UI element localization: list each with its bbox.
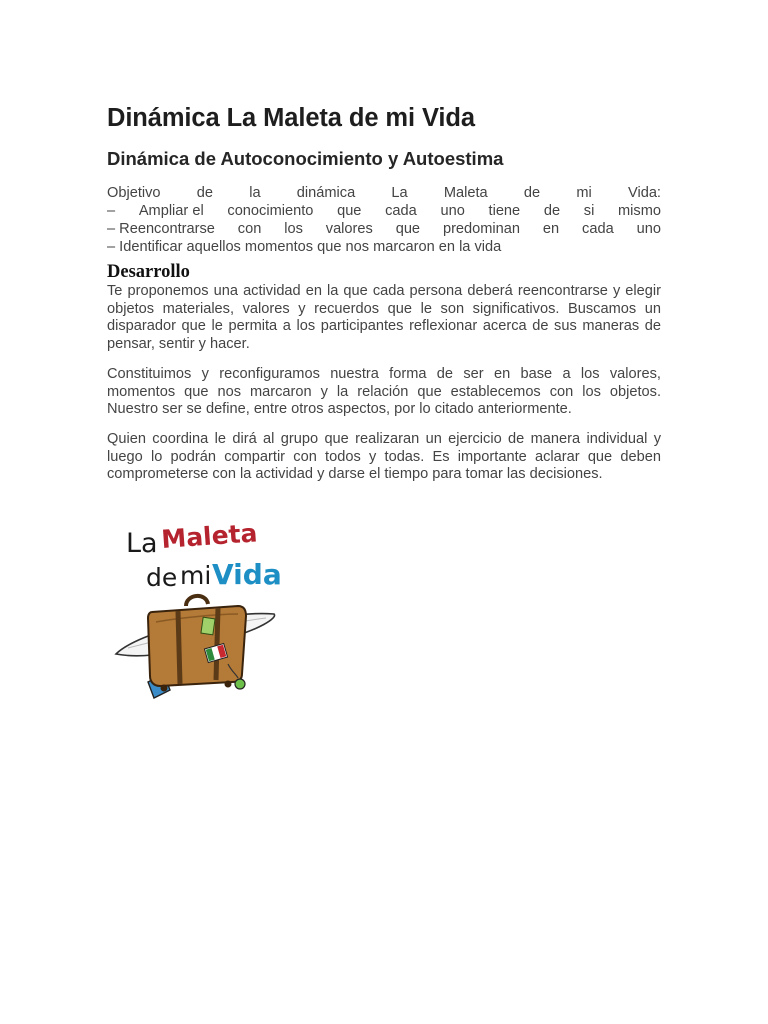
word: los <box>284 221 303 237</box>
paragraph-3: Quien coordina le dirá al grupo que realizaran un ejercicio de manera individual y luego lo podrán compartir con todos y todas. Es importante aclarar que deben comprometerse con la actividad y darse el tiempo para tomar las decisiones. <box>107 430 661 483</box>
paragraph-2: Constituimos y reconfiguramos nuestra forma de ser en base a los valores, momentos que nos marcaron y la relación que establecemos con los objetos. Nuestro ser se define, entre otros aspectos, por lo citado anteriormente. <box>107 365 661 418</box>
tag-circle <box>235 679 245 689</box>
sticker-green <box>201 617 215 635</box>
objective-block <box>107 184 661 256</box>
word: Objetivo <box>107 185 161 201</box>
page-title: Dinámica La Maleta de mi Vida <box>107 104 475 132</box>
word: en <box>542 221 560 237</box>
word: la <box>249 185 261 201</box>
word: si <box>583 203 595 219</box>
logo-word-maleta: Maleta <box>160 518 259 554</box>
word: cada <box>582 221 614 237</box>
document-body <box>107 100 661 484</box>
word: conocimiento <box>227 203 314 219</box>
objective-line-3 <box>107 220 661 238</box>
word: valores <box>325 221 373 237</box>
word: de <box>196 185 213 201</box>
objective-line-1 <box>107 184 661 202</box>
word: que <box>337 203 362 219</box>
la-maleta-de-mi-vida-illustration <box>108 514 288 704</box>
suitcase-body <box>148 606 246 686</box>
word: dinámica <box>296 185 356 201</box>
word: La <box>391 185 408 201</box>
word: uno <box>440 203 465 219</box>
suitcase-foot <box>161 685 168 692</box>
paragraph-1: Te proponemos una actividad en la que cada persona deberá reencontrarse y elegir objetos materiales, valores y recuerdos que le son significativos. Buscamos un disparador que le permita a los participantes reflexionar acerca de sus maneras de pensar, sentir y hacer. <box>107 283 661 353</box>
logo-word-vida: Vida <box>212 558 282 591</box>
word: – <box>107 203 116 219</box>
word: cada <box>385 203 417 219</box>
word: Vida: <box>627 185 661 201</box>
logo-word-la: La <box>126 528 158 559</box>
objective-line-2 <box>107 202 661 220</box>
logo-word-mi: mi <box>180 561 212 590</box>
logo-word-de: de <box>146 563 178 592</box>
suitcase-foot <box>225 681 232 688</box>
word: predominan <box>442 221 521 237</box>
word: que <box>395 221 421 237</box>
word: mi <box>576 185 592 201</box>
suitcase-handle <box>186 596 208 606</box>
word: mismo <box>618 203 661 219</box>
suitcase-strap-right <box>216 608 218 680</box>
word: de <box>543 203 561 219</box>
word: tiene <box>488 203 521 219</box>
word: uno <box>636 221 661 237</box>
word: de <box>523 185 541 201</box>
suitcase-icon <box>108 514 288 704</box>
section-heading: Desarrollo <box>107 262 190 282</box>
page-subtitle: Dinámica de Autoconocimiento y Autoestima <box>107 148 504 169</box>
objective-line-4: – Identificar aquellos momentos que nos marcaron en la vida <box>107 239 502 255</box>
suitcase-strap-left <box>178 611 180 684</box>
word: – Reencontrarse <box>107 221 215 237</box>
word: con <box>237 221 262 237</box>
word: Ampliar el <box>138 203 204 219</box>
word: Maleta <box>443 185 488 201</box>
